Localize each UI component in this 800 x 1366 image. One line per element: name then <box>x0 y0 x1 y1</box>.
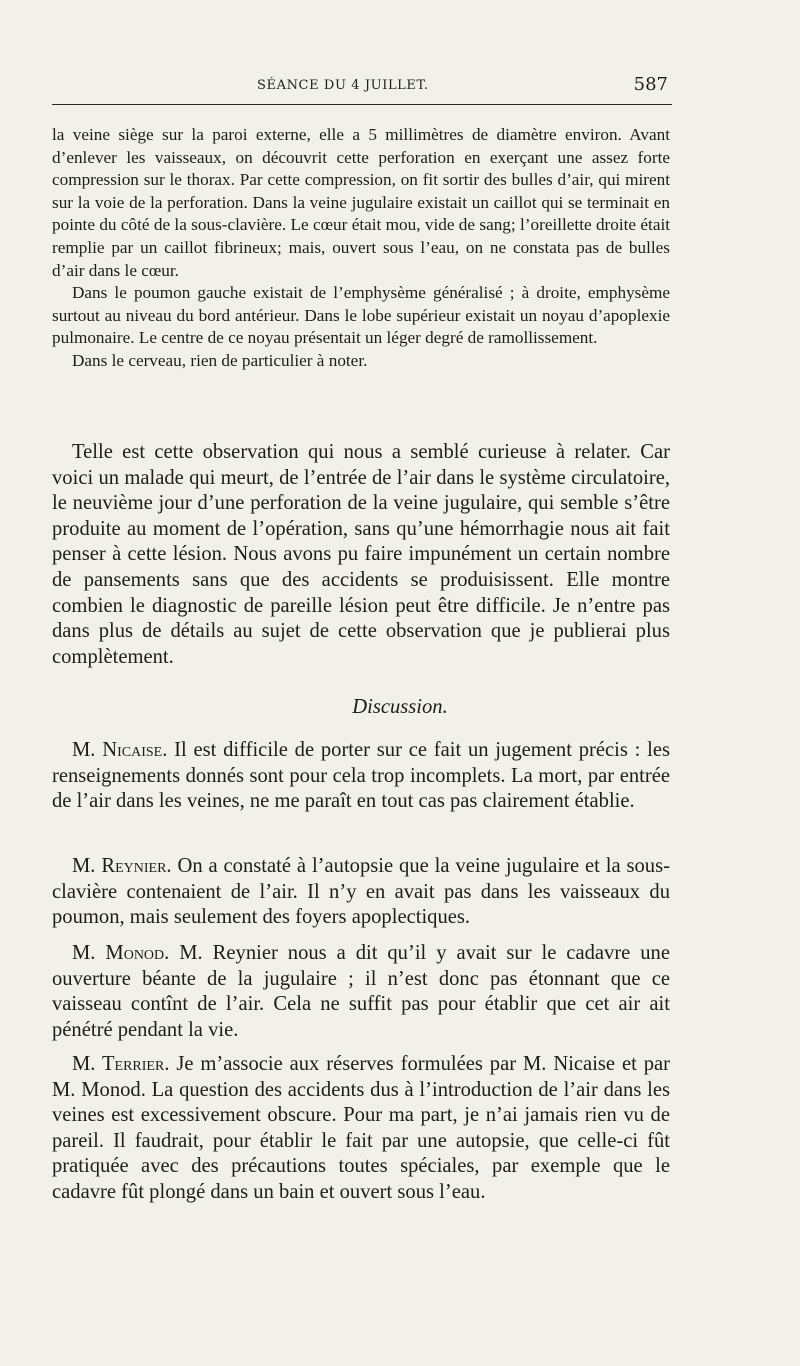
conclusion-block <box>52 440 670 670</box>
speaker-remark: On a constaté à l’autopsie que la veine jugulaire et la sous-clavière contenaient de l’air. Il n’y en avait pas dans les vaisseaux du poumon, mais seulement des foyers apoplectiques. <box>52 855 670 929</box>
speaker-remark: Il est difficile de porter sur ce fait un jugement précis : les renseignements donnés sont pour cela trop incomplets. La mort, par entrée de l’air dans les veines, ne me paraît en tout cas pas clairement établie. <box>52 739 670 813</box>
discussion-item-reynier <box>52 854 670 931</box>
conclusion-paragraph: Telle est cette observation qui nous a semblé curieuse à relater. Car voici un malade qui meurt, de l’entrée de l’air dans le système circulatoire, le neuvième jour d’une perforation de la veine jugulaire, qui semble s’être produite au moment de l’opération, sans qu’une hémorrhagie nous ait fait penser à cette lésion. Nous avons pu faire impunément un certain nombre de pansements sans que des accidents se produisissent. Elle montre combien le diagnostic de pareille lésion peut être difficile. Je n’entre pas dans plus de détails au sujet de cette observation que je publierai plus complètement. <box>52 441 670 668</box>
speaker-name: M. Terrier. <box>72 1053 170 1075</box>
speaker-name: M. Monod. <box>72 942 170 964</box>
autopsy-paragraph-1: la veine siège sur la paroi externe, elle a 5 millimètres de diamètre environ. Avant d’enlever les vaisseaux, on découvrit cette perforation en exerçant une assez forte compression sur le thorax. Par cette compression, on fit sortir des bulles d’air, qui mirent sur la voie de la perforation. Dans la veine jugulaire existait un caillot qui se terminait en pointe du côté de la sous-clavière. Le cœur était mou, vide de sang; l’oreillette droite était remplie par un caillot fibrineux; mais, ouvert sous l’eau, on ne constata pas de bulles d’air dans le cœur. <box>52 125 670 280</box>
speaker-name: M. Reynier. <box>72 855 172 877</box>
speaker-remark: M. Reynier nous a dit qu’il y avait sur le cadavre une ouverture béante de la jugulaire ; il n’est donc pas étonnant que ce vaisseau contînt de l’air. Cela ne suffit pas pour établir que cet air ait pénétré pendant la vie. <box>52 942 670 1041</box>
header-rule <box>52 104 672 105</box>
autopsy-paragraph-3: Dans le cerveau, rien de particulier à noter. <box>72 350 368 370</box>
autopsy-paragraph-2: Dans le poumon gauche existait de l’emphysème généralisé ; à droite, emphysème surtout au niveau du bord antérieur. Dans le lobe supérieur existait un noyau d’apoplexie pulmonaire. Le centre de ce noyau présentait un léger degré de ramollissement. <box>52 283 670 348</box>
discussion-heading: Discussion. <box>352 696 448 718</box>
page-number: 587 <box>633 74 668 95</box>
running-title: SÉANCE DU 4 JUILLET. <box>257 78 429 93</box>
autopsy-report <box>52 124 670 373</box>
speaker-name: M. Nicaise. <box>72 739 168 761</box>
speaker-remark: Je m’associe aux réserves formulées par M. Nicaise et par M. Monod. La question des accidents dus à l’introduction de l’air dans les veines est excessivement obscure. Pour ma part, je n’ai jamais rien vu de pareil. Il faudrait, pour établir le fait par une autopsie, que celle-ci fût pratiquée avec des précautions toutes spéciales, par exemple que le cadavre fût plongé dans un bain et ouvert sous l’eau. <box>52 1053 670 1203</box>
page-header <box>52 74 670 102</box>
discussion-item-monod <box>52 941 670 1043</box>
discussion-item-nicaise <box>52 738 670 815</box>
discussion-item-terrier <box>52 1052 670 1206</box>
